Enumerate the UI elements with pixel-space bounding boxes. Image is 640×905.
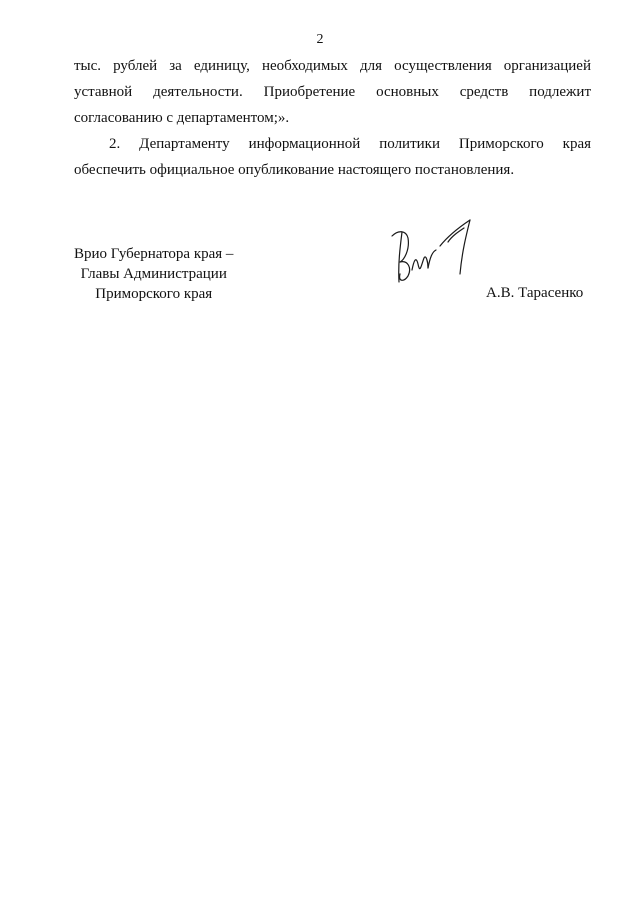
signer-name: А.В. Тарасенко <box>486 285 584 301</box>
paragraph-continuation <box>74 53 591 131</box>
text-line: тыс. рублей за единицу, необходимых для осуществления организацией <box>74 58 591 74</box>
handwritten-signature <box>388 212 476 294</box>
text-line: уставной деятельности. Приобретение основных средств подлежит <box>74 84 591 100</box>
text-line: согласованию с департаментом;». <box>74 110 290 126</box>
text-line: 2. Департаменту информационной политики Приморского края <box>109 136 591 152</box>
page-number: 2 <box>316 32 324 47</box>
signatory-title <box>74 244 233 304</box>
paragraph-item-2 <box>74 131 591 183</box>
signatory-title-line: Врио Губернатора края – <box>74 246 234 262</box>
text-line: обеспечить официальное опубликование настоящего постановления. <box>74 162 515 178</box>
signatory-title-line: Главы Администрации <box>80 266 227 282</box>
signatory-title-line: Приморского края <box>95 286 213 302</box>
